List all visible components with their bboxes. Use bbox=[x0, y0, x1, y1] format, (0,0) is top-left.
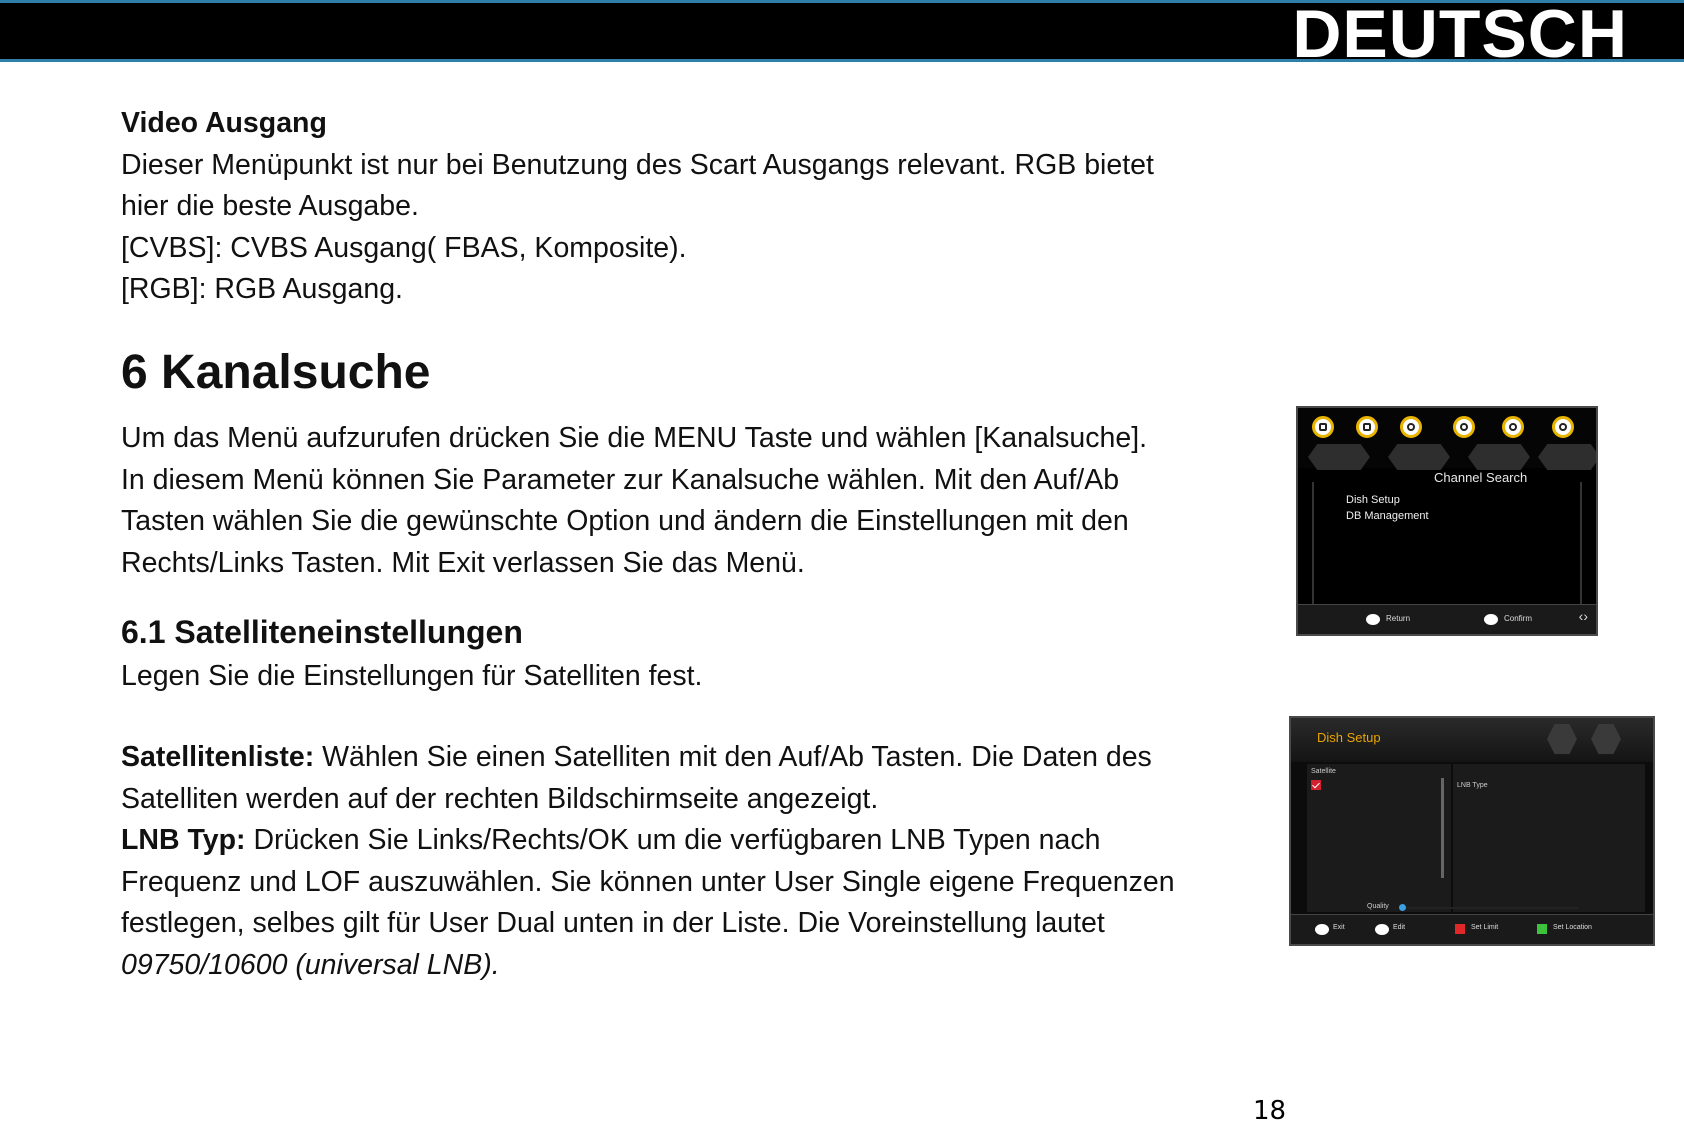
dish-setup-screenshot bbox=[1289, 716, 1655, 946]
language-header-bar bbox=[0, 0, 1684, 72]
gear-icon bbox=[1552, 416, 1574, 438]
channel-search-title: Channel Search bbox=[1434, 470, 1528, 485]
ok-button-icon bbox=[1484, 614, 1498, 625]
lnb-type-label: LNB Type bbox=[1457, 782, 1488, 789]
menu-item-db-management: DB Management bbox=[1346, 510, 1429, 522]
lnb-line: Frequenz und LOF auszuwählen. Sie können unter User Single eigene Frequenzen bbox=[121, 865, 1175, 898]
footer-exit-label: Exit bbox=[1333, 924, 1345, 931]
exit-button-icon bbox=[1366, 614, 1380, 625]
quality-indicator bbox=[1399, 904, 1406, 911]
page-number: 18 bbox=[1253, 1096, 1287, 1123]
exit-button-icon bbox=[1315, 924, 1329, 935]
satellite-column-label: Satellite bbox=[1311, 768, 1336, 775]
satellitenliste-text: Wählen Sie einen Satelliten mit den Auf/Ab Tasten. Die Daten des bbox=[314, 741, 1152, 773]
menu-hex-decoration bbox=[1308, 444, 1370, 470]
satellitenliste-line bbox=[121, 737, 1321, 779]
lnb-label: LNB Typ: bbox=[121, 824, 246, 856]
channel-search-screenshot bbox=[1296, 406, 1598, 636]
lnb-line: festlegen, selbes gilt für User Dual unten in der Liste. Die Voreinstellung lautet bbox=[121, 907, 1105, 939]
dish-setup-title: Dish Setup bbox=[1317, 730, 1381, 745]
picture-icon bbox=[1356, 416, 1378, 438]
section-heading: 6.1 Satelliteneinstellungen bbox=[121, 614, 523, 650]
header-hex-decoration bbox=[1591, 724, 1621, 754]
menu-hex-decoration bbox=[1388, 444, 1450, 470]
ok-button-icon bbox=[1375, 924, 1389, 935]
menu-hex-decoration bbox=[1538, 444, 1598, 470]
dish-setup-header bbox=[1291, 718, 1653, 762]
quality-label: Quality bbox=[1367, 903, 1389, 910]
video-heading: Video Ausgang bbox=[121, 107, 327, 139]
satellitenliste-line: Satelliten werden auf der rechten Bildschirmseite angezeigt. bbox=[121, 782, 879, 815]
footer-set-limit-label: Set Limit bbox=[1471, 924, 1499, 931]
quality-bar bbox=[1399, 907, 1579, 909]
chapter-heading: 6 Kanalsuche bbox=[121, 346, 431, 399]
footer-set-location-label: Set Location bbox=[1553, 924, 1592, 931]
lnb-default-value: 09750/10600 (universal LNB). bbox=[121, 948, 500, 981]
satellite-scrollbar bbox=[1441, 778, 1444, 878]
footer-confirm-label: Confirm bbox=[1504, 614, 1533, 623]
language-label: DEUTSCH bbox=[1292, 0, 1628, 72]
menu-list-icon bbox=[1312, 416, 1334, 438]
video-text-line: [CVBS]: CVBS Ausgang( FBAS, Komposite). bbox=[121, 231, 687, 264]
kanalsuche-text-line: Um das Menü aufzurufen drücken Sie die MENU Taste und wählen [Kanalsuche]. bbox=[121, 422, 1148, 454]
video-text-line: [RGB]: RGB Ausgang. bbox=[121, 273, 403, 305]
red-key-icon bbox=[1455, 924, 1465, 934]
clock-icon bbox=[1453, 416, 1475, 438]
menu-item-dish-setup: Dish Setup bbox=[1346, 494, 1400, 506]
satellite-checkbox-icon bbox=[1311, 780, 1321, 790]
kanalsuche-text-line: In diesem Menü können Sie Parameter zur Kanalsuche wählen. Mit den Auf/Ab bbox=[121, 463, 1120, 496]
menu-hex-decoration bbox=[1468, 444, 1530, 470]
screen-footer bbox=[1291, 914, 1653, 944]
green-key-icon bbox=[1537, 924, 1547, 934]
navigation-arrows-icon: ‹› bbox=[1578, 608, 1588, 624]
search-icon bbox=[1400, 416, 1422, 438]
video-section bbox=[121, 103, 1281, 311]
footer-return-label: Return bbox=[1386, 614, 1411, 623]
video-text-line: hier die beste Ausgabe. bbox=[121, 190, 419, 222]
satellit-details bbox=[121, 737, 1321, 986]
header-hex-decoration bbox=[1547, 724, 1577, 754]
satellite-list-panel bbox=[1307, 764, 1451, 912]
satellitenliste-label: Satellitenliste: bbox=[121, 741, 315, 773]
lnb-line bbox=[121, 820, 1321, 862]
footer-edit-label: Edit bbox=[1393, 924, 1406, 931]
kanalsuche-text-line: Tasten wählen Sie die gewünschte Option und ändern die Einstellungen mit den bbox=[121, 505, 1129, 537]
video-text-line: Dieser Menüpunkt ist nur bei Benutzung des Scart Ausgangs relevant. RGB bietet bbox=[121, 148, 1154, 181]
lnb-text: Drücken Sie Links/Rechts/OK um die verfügbaren LNB Typen nach bbox=[245, 824, 1101, 856]
satellite-icon bbox=[1502, 416, 1524, 438]
kanalsuche-text-line: Rechts/Links Tasten. Mit Exit verlassen Sie das Menü. bbox=[121, 546, 805, 579]
satellit-intro: Legen Sie die Einstellungen für Satelliten fest. bbox=[121, 660, 703, 692]
screen-footer bbox=[1298, 604, 1596, 634]
kanalsuche-paragraph bbox=[121, 418, 1281, 584]
